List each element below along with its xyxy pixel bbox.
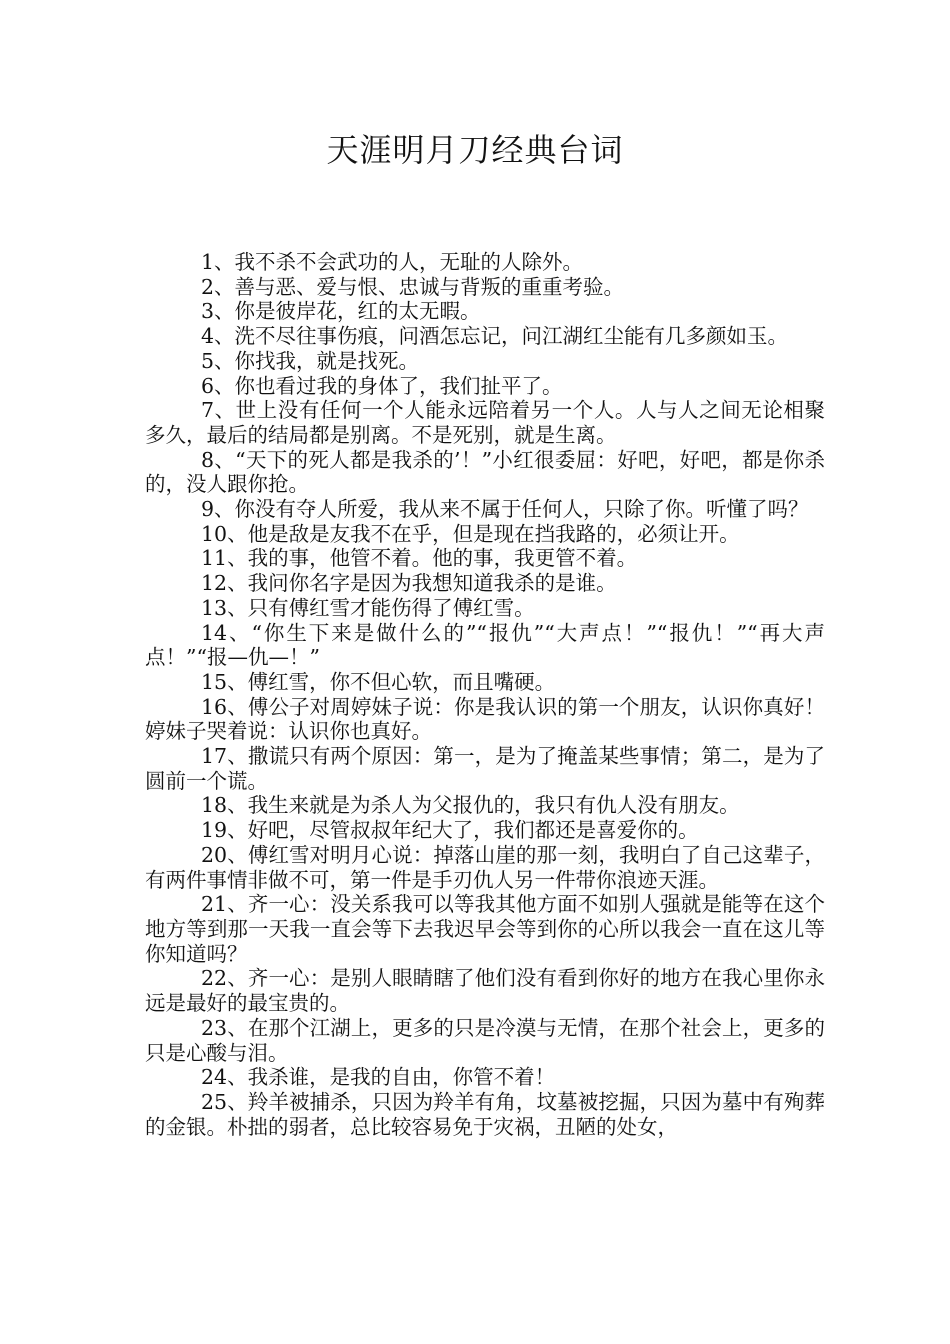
paragraph-18: 18、我生来就是为杀人为父报仇的，我只有仇人没有朋友。: [201, 793, 740, 818]
paragraph-16: 16、傅公子对周婷妹子说：你是我认识的第一个朋友，认识你真好！婷妹子哭着说：认识你也真好。: [145, 694, 825, 744]
paragraph-25: 25、羚羊被捕杀，只因为羚羊有角，坟墓被挖掘，只因为墓中有殉葬的金银。朴拙的弱者，总比较容易免于灾祸，丑陋的处女，: [145, 1089, 825, 1139]
paragraph-5: 5、你找我，就是找死。: [201, 348, 420, 373]
paragraph-8: 8、“天下的死人都是我杀的’！”小红很委屈：好吧，好吧，都是你杀的，没人跟你抢。: [145, 447, 825, 497]
document-body: [145, 250, 825, 1139]
paragraph-17: 17、撒谎只有两个原因：第一，是为了掩盖某些事情；第二，是为了圆前一个谎。: [145, 744, 825, 793]
paragraph-20: 20、傅红雪对明月心说：掉落山崖的那一刻，我明白了自己这辈子，有两件事情非做不可，第一件是手刃仇人另一件带你浪迹天涯。: [145, 842, 825, 892]
paragraph-2: 2、善与恶、爱与恨、忠诚与背叛的重重考验。: [201, 274, 625, 299]
paragraph-7: 7、世上没有任何一个人能永远陪着另一个人。人与人之间无论相聚多久，最后的结局都是别离。不是死别，就是生离。: [145, 398, 825, 447]
paragraph-22: 22、齐一心：是别人眼睛瞎了他们没有看到你好的地方在我心里你永远是最好的最宝贵的。: [145, 966, 825, 1016]
paragraph-23: 23、在那个江湖上，更多的只是冷漠与无情，在那个社会上，更多的只是心酸与泪。: [145, 1015, 825, 1065]
paragraph-4: 4、洗不尽往事伤痕，问酒怎忘记，问江湖红尘能有几多颜如玉。: [201, 324, 789, 349]
paragraph-15: 15、傅红雪，你不但心软，而且嘴硬。: [201, 669, 556, 694]
paragraph-12: 12、我问你名字是因为我想知道我杀的是谁。: [201, 571, 617, 596]
paragraph-14: 14、“你生下来是做什么的”“报仇”“大声点！”“报仇！”“再大声点！”“报—仇—！”: [145, 620, 825, 670]
paragraph-3: 3、你是彼岸花，红的太无暇。: [201, 299, 481, 324]
paragraph-13: 13、只有傅红雪才能伤得了傅红雪。: [201, 595, 535, 620]
paragraph-9: 9、你没有夺人所爱，我从来不属于任何人，只除了你。听懂了吗？: [201, 497, 809, 522]
paragraph-24: 24、我杀谁，是我的自由，你管不着！: [201, 1065, 556, 1090]
paragraph-10: 10、他是敌是友我不在乎，但是现在挡我路的，必须让开。: [201, 521, 740, 546]
paragraph-11: 11、我的事，他管不着。他的事，我更管不着。: [201, 546, 638, 571]
paragraph-19: 19、好吧，尽管叔叔年纪大了，我们都还是喜爱你的。: [201, 818, 699, 843]
page-title: 天涯明月刀经典台词: [326, 131, 624, 169]
paragraph-6: 6、你也看过我的身体了，我们扯平了。: [201, 373, 563, 398]
paragraph-1: 1、我不杀不会武功的人，无耻的人除外。: [201, 250, 584, 274]
paragraph-21: 21、齐一心：没关系我可以等我其他方面不如别人强就是能等在这个地方等到那一天我一直会等下去我迟早会等到你的心所以我会一直在这儿等你知道吗？: [145, 892, 825, 966]
